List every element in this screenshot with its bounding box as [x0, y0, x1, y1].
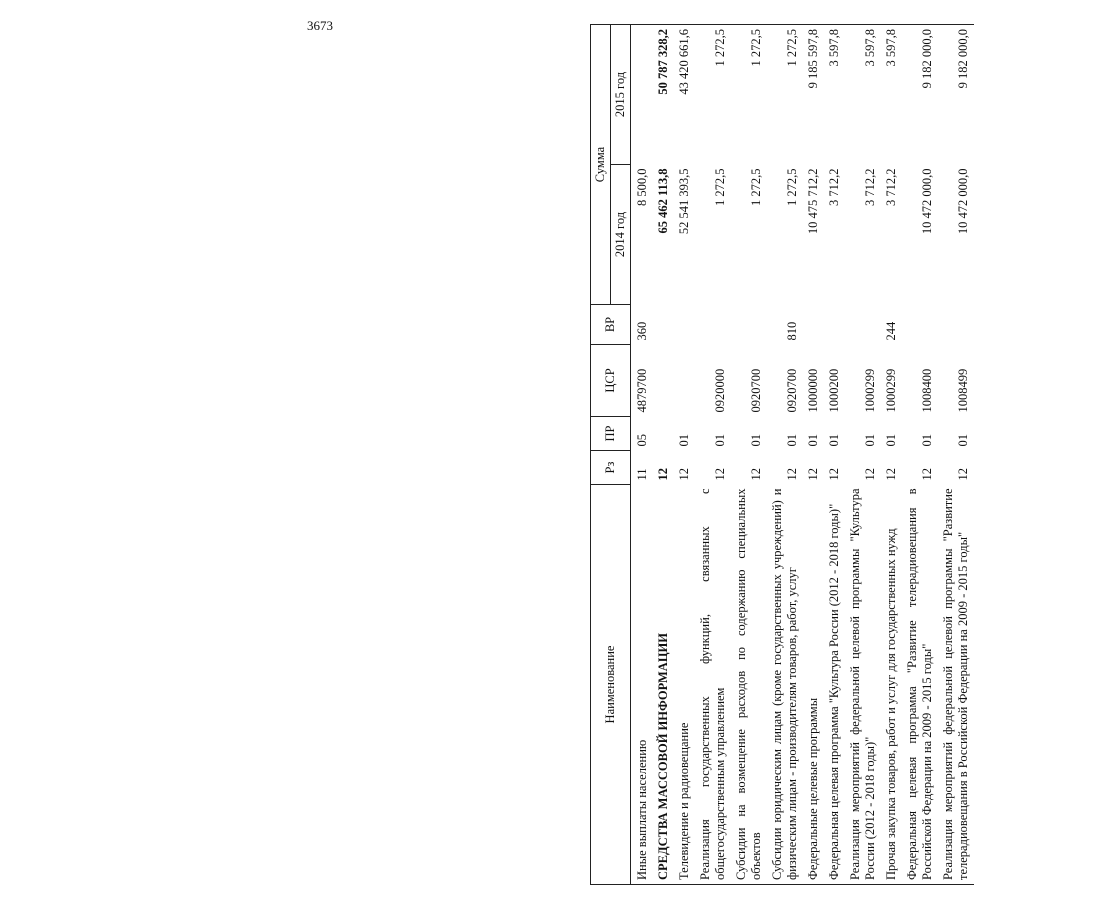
row-vr: 360: [635, 321, 649, 341]
row-name: Иные выплаты населению: [631, 485, 654, 885]
table-row: [803, 25, 824, 885]
row-csr: 4879700: [635, 368, 649, 413]
header-csr: ЦСР: [591, 345, 631, 417]
row-pr: 01: [749, 434, 763, 447]
table-row: [767, 25, 803, 885]
row-vr: 810: [785, 321, 799, 341]
row-sum-2014: 10 475 712,2: [806, 168, 820, 235]
row-vr: [902, 305, 938, 345]
row-sum-2014: 65 462 113,8: [656, 168, 670, 234]
row-pr: 01: [956, 434, 970, 447]
row-pr: 01: [713, 434, 727, 447]
row-pr: 05: [635, 434, 649, 447]
row-sum-2015: 3 597,8: [881, 25, 902, 165]
header-rz: Рз: [591, 451, 631, 485]
row-vr: [824, 305, 845, 345]
row-sum-2014: 3 712,2: [884, 168, 898, 206]
header-vr: ВР: [591, 305, 631, 345]
row-pr: 01: [827, 434, 841, 447]
table-body: [631, 25, 975, 885]
row-rz: 12: [956, 468, 970, 481]
row-rz: 12: [884, 468, 898, 481]
row-sum-2015: 43 420 661,6: [674, 25, 695, 165]
row-vr: [674, 305, 695, 345]
table-row: [845, 25, 881, 885]
row-csr: 0920700: [749, 368, 763, 413]
row-csr: [674, 345, 695, 417]
row-rz: 11: [635, 468, 649, 481]
row-pr: 01: [806, 434, 820, 447]
row-rz: 12: [785, 468, 799, 481]
row-sum-2014: 3 712,2: [827, 168, 841, 206]
row-rz: 12: [713, 468, 727, 481]
row-rz: 12: [863, 468, 877, 481]
row-pr: [653, 417, 674, 451]
row-pr: 01: [863, 434, 877, 447]
row-vr: [695, 305, 731, 345]
row-sum-2015: 3 597,8: [824, 25, 845, 165]
row-csr: 0920700: [785, 368, 799, 413]
row-name: Реализация государственных функций, связанных с общегосударственным управлением: [695, 485, 731, 885]
row-name: Прочая закупка товаров, работ и услуг для государственных нужд: [881, 485, 902, 885]
row-sum-2015: 9 182 000,0: [938, 25, 974, 165]
row-sum-2014: 10 472 000,0: [920, 168, 934, 235]
row-vr: [845, 305, 881, 345]
row-csr: 1000299: [863, 368, 877, 413]
row-sum-2015: 3 597,8: [845, 25, 881, 165]
row-rz: 12: [920, 468, 934, 481]
row-vr: [938, 305, 974, 345]
row-sum-2014: 1 272,5: [785, 168, 799, 206]
row-vr: [731, 305, 767, 345]
table-row: [731, 25, 767, 885]
table-row: [824, 25, 845, 885]
row-name: СРЕДСТВА МАССОВОЙ ИНФОРМАЦИИ: [653, 485, 674, 885]
row-csr: [653, 345, 674, 417]
header-year-2015: 2015 год: [611, 25, 631, 165]
row-sum-2015: 1 272,5: [767, 25, 803, 165]
row-sum-2015: 1 272,5: [731, 25, 767, 165]
row-sum-2014: 52 541 393,5: [677, 168, 691, 235]
budget-table-rotated: [590, 25, 1110, 885]
row-name: Телевидение и радиовещание: [674, 485, 695, 885]
row-sum-2015: 1 272,5: [695, 25, 731, 165]
table-row: [674, 25, 695, 885]
row-name: Субсидии юридическим лицам (кроме государственных учреждений) и физическим лицам - производителям товаров, работ, услуг: [767, 485, 803, 885]
row-sum-2014: 3 712,2: [863, 168, 877, 206]
row-vr: [653, 305, 674, 345]
table-row: [653, 25, 674, 885]
row-vr: 244: [884, 321, 898, 341]
row-pr: 01: [677, 434, 691, 447]
row-pr: 01: [785, 434, 799, 447]
page-number: 3673: [307, 18, 333, 33]
row-sum-2015: [631, 25, 654, 165]
row-sum-2014: 8 500,0: [635, 168, 649, 206]
table-row: [881, 25, 902, 885]
row-rz: 12: [677, 468, 691, 481]
row-sum-2015: 9 185 597,8: [803, 25, 824, 165]
header-sum: Сумма: [591, 25, 611, 305]
row-name: Федеральная целевая программа "Развитие телерадиовещания в Российской Федерации на 2009 - 2015 годы": [902, 485, 938, 885]
row-csr: 1000299: [884, 368, 898, 413]
row-csr: 1000000: [806, 368, 820, 413]
row-name: Субсидии на возмещение расходов по содержанию специальных объектов: [731, 485, 767, 885]
row-sum-2014: 10 472 000,0: [956, 168, 970, 235]
table-row: [902, 25, 938, 885]
row-vr: [803, 305, 824, 345]
table-row: [631, 25, 654, 885]
header-year-2014: 2014 год: [611, 165, 631, 305]
header-name: Наименование: [591, 485, 631, 885]
row-rz: 12: [827, 468, 841, 481]
row-rz: 12: [806, 468, 820, 481]
row-name: Реализация мероприятий федеральной целевой программы "Культура России (2012 - 2018 годы)": [845, 485, 881, 885]
row-sum-2014: 1 272,5: [713, 168, 727, 206]
row-rz: 12: [656, 468, 670, 481]
row-csr: 1008400: [920, 368, 934, 413]
header-pr: ПР: [591, 417, 631, 451]
row-csr: 0920000: [713, 368, 727, 413]
row-name: Федеральные целевые программы: [803, 485, 824, 885]
row-pr: 01: [920, 434, 934, 447]
row-name: Реализация мероприятий федеральной целевой программы "Развитие телерадиовещания в Российской Федерации на 2009 - 2015 годы": [938, 485, 974, 885]
row-rz: 12: [749, 468, 763, 481]
row-pr: 01: [884, 434, 898, 447]
row-sum-2015: 50 787 328,2: [653, 25, 674, 165]
row-csr: 1008499: [956, 368, 970, 413]
row-sum-2014: 1 272,5: [749, 168, 763, 206]
table-row: [938, 25, 974, 885]
row-csr: 1000200: [827, 368, 841, 413]
budget-table: [590, 24, 974, 885]
table-row: [695, 25, 731, 885]
row-sum-2015: 9 182 000,0: [902, 25, 938, 165]
row-name: Федеральная целевая программа "Культура России (2012 - 2018 годы)": [824, 485, 845, 885]
